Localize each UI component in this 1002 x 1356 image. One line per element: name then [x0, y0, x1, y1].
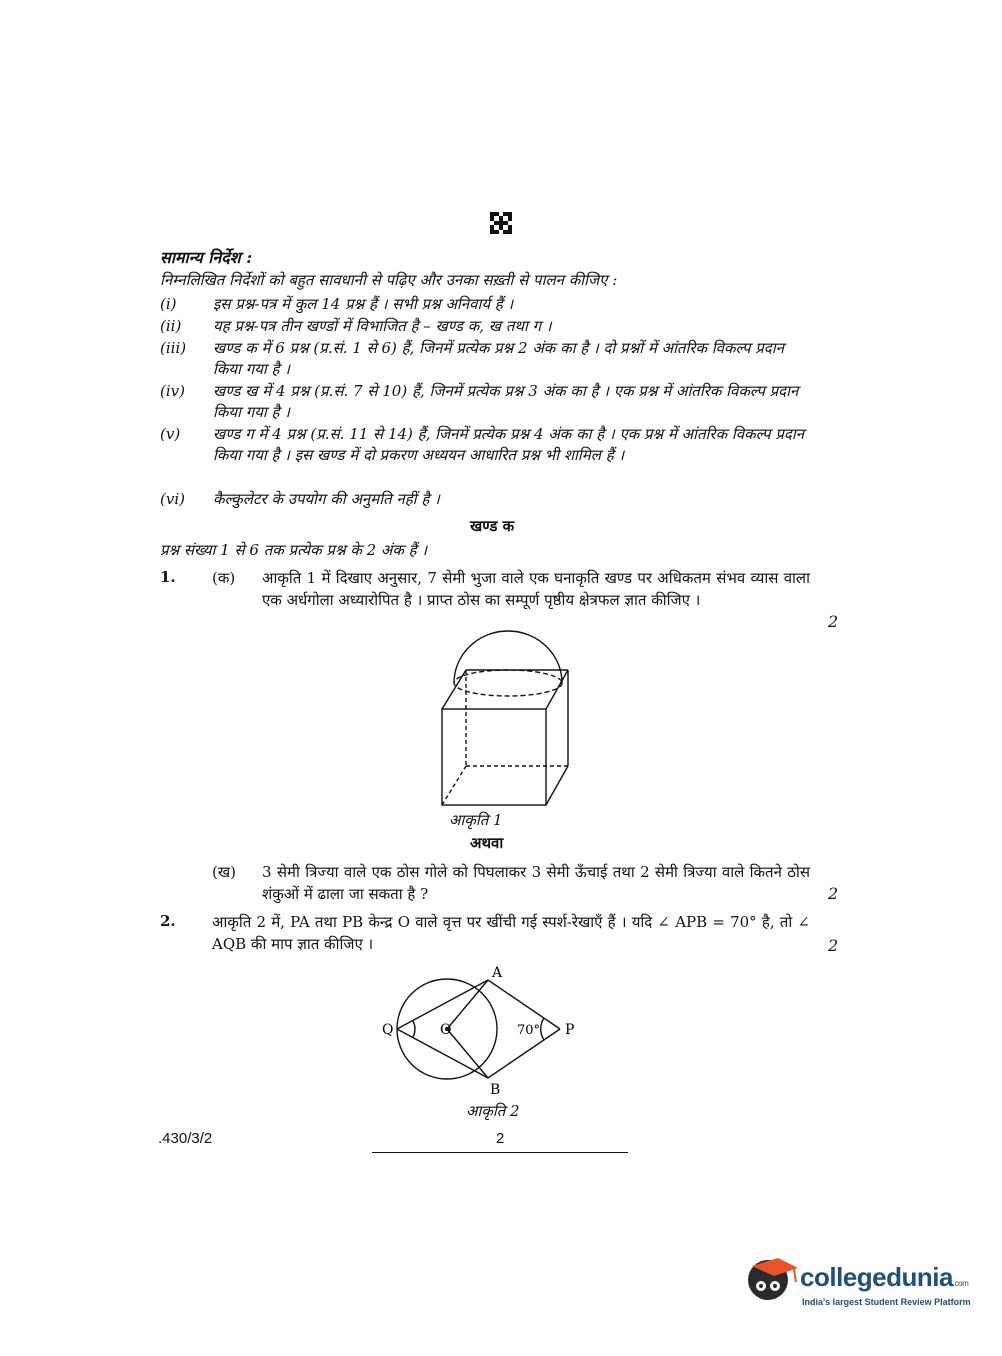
instruction-number: (iv) [160, 382, 185, 400]
question-number: 2. [160, 912, 176, 930]
instruction-text: कैल्कुलेटर के उपयोग की अनुमति नहीं है । [213, 490, 440, 508]
point-o-label: O [440, 1022, 452, 1038]
question-text: आकृति 2 में, PA तथा PB केन्द्र O वाले वृत्त पर खींची गई स्पर्श-रेखाएँ हैं । यदि ∠ APB = 70° है, तो ∠ AQB की माप ज्ञात कीजिए । [212, 913, 810, 953]
collegedunia-mascot-icon [744, 1252, 800, 1308]
question-text: 3 सेमी त्रिज्या वाले एक ठोस गोले को पिघलाकर 3 सेमी ऊँचाई तथा 2 सेमी त्रिज्या वाले कितने ठोस शंकुओं में ढाला जा सकता है ? [262, 863, 810, 903]
figure-1-cube-hemisphere [430, 625, 575, 810]
paper-code: .430/3/2 [158, 1130, 213, 1147]
instruction-text: खण्ड ग में 4 प्रश्न (प्र.सं. 11 से 14) हैं, जिनमें प्रत्येक प्रश्न 4 अंक का है । एक प्रश्न में आंतरिक विकल्प प्रदान किया गया है । इस खण्ड में दो प्रकरण अध्ययन आधारित प्रश्न भी शामिल हैं । [213, 425, 805, 464]
instruction-text: यह प्रश्न-पत्र तीन खण्डों में विभाजित है – खण्ड क, ख तथा ग । [213, 317, 552, 335]
instruction-number: (ii) [160, 317, 182, 335]
qr-code-icon [490, 212, 512, 234]
collegedunia-tagline: India's largest Student Review Platform [802, 1297, 971, 1307]
point-q-label: Q [382, 1022, 394, 1038]
question-marks: 2 [828, 612, 839, 631]
instruction-number: (vi) [160, 490, 185, 508]
section-title: खण्ड क [470, 517, 515, 535]
figure-1-caption: आकृति 1 [449, 811, 503, 829]
or-divider: अथवा [470, 834, 504, 852]
general-instructions-heading: सामान्य निर्देश : [160, 248, 253, 267]
question-marks: 2 [828, 936, 839, 955]
page-number: 2 [496, 1130, 505, 1147]
angle-label: 70° [517, 1023, 541, 1038]
instruction-text: इस प्रश्न-पत्र में कुल 14 प्रश्न हैं । सभी प्रश्न अनिवार्य हैं । [213, 295, 514, 313]
instruction-number: (i) [160, 295, 177, 313]
figure-2-caption: आकृति 2 [466, 1102, 520, 1120]
instruction-number: (iii) [160, 339, 187, 357]
footer-divider [372, 1152, 628, 1153]
section-note: प्रश्न संख्या 1 से 6 तक प्रत्येक प्रश्न के 2 अंक हैं । [160, 541, 428, 559]
figure-2-circle-tangents [380, 962, 585, 1102]
question-part-label: (ख) [212, 863, 236, 881]
instruction-text: खण्ड ख में 4 प्रश्न (प्र.सं. 7 से 10) हैं, जिनमें प्रत्येक प्रश्न 3 अंक का है । एक प्रश्न में आंतरिक विकल्प प्रदान किया गया है । [213, 382, 799, 421]
question-marks: 2 [828, 884, 839, 903]
question-text: आकृति 1 में दिखाए अनुसार, 7 सेमी भुजा वाले एक घनाकृति खण्ड पर अधिकतम संभव व्यास वाला एक अर्धगोला अध्यारोपित है । प्राप्त ठोस का सम्पूर्ण पृष्ठीय क्षेत्रफल ज्ञात कीजिए । [262, 569, 810, 609]
instruction-text: खण्ड क में 6 प्रश्न (प्र.सं. 1 से 6) हैं, जिनमें प्रत्येक प्रश्न 2 अंक का है । दो प्रश्नों में आंतरिक विकल्प प्रदान किया गया है । [213, 339, 784, 378]
collegedunia-logo-text: collegedunia.com [800, 1262, 969, 1292]
point-b-label: B [490, 1082, 501, 1098]
general-instructions-intro: निम्नलिखित निर्देशों को बहुत सावधानी से पढ़िए और उनका सख़्ती से पालन कीजिए : [160, 271, 618, 289]
point-p-label: P [565, 1022, 575, 1038]
point-a-label: A [492, 965, 503, 981]
question-part-label: (क) [212, 569, 236, 587]
instruction-number: (v) [160, 425, 181, 443]
question-number: 1. [160, 568, 176, 586]
